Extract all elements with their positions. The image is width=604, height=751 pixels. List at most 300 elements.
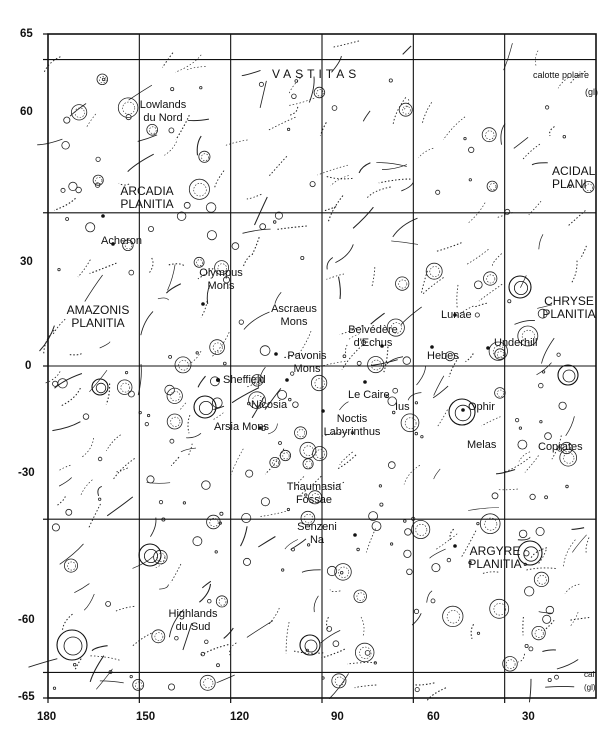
terrain-stroke <box>419 148 434 158</box>
terrain-stroke <box>212 332 229 357</box>
crater <box>563 135 566 138</box>
crater-inner-ring <box>304 446 314 456</box>
terrain-stroke <box>181 448 196 452</box>
crater <box>355 643 374 662</box>
terrain-stroke <box>82 438 93 457</box>
crater <box>52 524 59 531</box>
large-crater-inner-ring <box>144 549 157 562</box>
crater-inner-ring <box>315 379 325 389</box>
lat-label-60: 60 <box>20 106 33 118</box>
terrain-stroke <box>68 354 81 355</box>
crater <box>311 375 326 390</box>
crater-inner-ring <box>272 460 278 466</box>
terrain-stroke <box>78 260 91 277</box>
crater <box>548 678 551 681</box>
crater <box>343 355 346 358</box>
terrain-stroke <box>437 243 462 252</box>
crater <box>145 422 148 425</box>
terrain-stroke <box>586 538 589 553</box>
terrain-stroke <box>565 584 579 594</box>
label-belvedere-line2: d'Echus <box>353 337 393 349</box>
terrain-stroke <box>150 518 156 537</box>
crater-inner-ring <box>447 611 460 624</box>
crater <box>273 221 276 224</box>
crater <box>243 558 250 565</box>
crater <box>557 353 560 356</box>
terrain-stroke <box>401 307 422 325</box>
label-thaumasia-line1: Thaumasia <box>286 481 342 493</box>
terrain-stroke <box>100 342 110 348</box>
crater <box>477 522 479 524</box>
crater <box>129 270 134 275</box>
crater <box>443 606 463 626</box>
label-argyre-planitia <box>455 545 535 571</box>
label-calotte-gl: (gl) <box>585 87 598 97</box>
crater <box>61 188 65 192</box>
crater <box>96 157 100 161</box>
label-acidalia-line2: PLANI <box>552 177 587 191</box>
terrain-stroke <box>243 229 271 233</box>
terrain-stroke <box>231 449 243 475</box>
crater <box>169 355 172 358</box>
terrain-stroke <box>466 354 474 362</box>
crater <box>525 587 534 596</box>
terrain-stroke <box>320 122 326 135</box>
terrain-stroke <box>434 376 444 396</box>
terrain-stroke <box>96 669 112 690</box>
terrain-stroke <box>242 70 261 75</box>
terrain-stroke <box>107 497 133 516</box>
label-argyre-line2: PLANITIA <box>468 557 522 571</box>
crater <box>169 128 174 133</box>
label-lowlands-du-nord <box>128 99 198 125</box>
crater-inner-ring <box>283 453 289 459</box>
crater <box>539 383 544 388</box>
crater <box>495 349 506 360</box>
crater <box>216 596 227 607</box>
terrain-stroke <box>408 393 421 401</box>
label-highlands-du-sud <box>158 608 228 634</box>
crater <box>292 94 297 99</box>
crater <box>64 117 70 123</box>
crater <box>333 641 339 647</box>
site-marker <box>486 346 490 350</box>
terrain-stroke <box>326 176 353 179</box>
crater-inner-ring <box>485 518 497 530</box>
crater <box>106 601 111 606</box>
terrain-stroke <box>70 104 86 117</box>
terrain-stroke <box>100 681 124 683</box>
terrain-stroke <box>90 656 104 682</box>
terrain-stroke <box>437 410 448 428</box>
terrain-stroke <box>128 154 154 171</box>
terrain-stroke <box>321 649 344 658</box>
crater <box>261 498 269 506</box>
terrain-stroke <box>200 645 229 656</box>
terrain-stroke <box>564 540 576 567</box>
site-marker <box>274 352 278 356</box>
crater <box>147 124 158 135</box>
site-marker <box>430 345 434 349</box>
crater <box>199 151 210 162</box>
terrain-stroke <box>371 313 385 324</box>
large-crater <box>57 630 87 660</box>
crater <box>519 427 521 429</box>
crater <box>529 647 533 651</box>
terrain-stroke <box>471 624 473 639</box>
label-sheffield <box>216 374 266 387</box>
label-le-caire: Le Caire <box>348 389 390 401</box>
terrain-stroke <box>52 422 80 431</box>
label-calotte-sud-line2: (gl) <box>584 683 596 692</box>
terrain-stroke <box>58 465 70 471</box>
crater-inner-ring <box>171 391 181 401</box>
crater <box>170 439 174 443</box>
crater <box>555 675 559 679</box>
terrain-stroke <box>276 226 307 230</box>
lon-label-30: 30 <box>522 711 535 723</box>
crater <box>542 371 544 373</box>
terrain-stroke <box>379 179 411 183</box>
label-thaumasia-fossae <box>279 481 349 507</box>
terrain-stroke <box>226 140 248 145</box>
label-ascraeus-line1: Ascraeus <box>271 303 317 315</box>
crater-inner-ring <box>121 383 130 392</box>
label-arcadia-planitia <box>112 185 182 211</box>
crater <box>205 640 209 644</box>
crater <box>260 346 270 356</box>
label-lunae: Lunae <box>441 309 472 321</box>
label-amazonis-line1: AMAZONIS <box>66 303 130 317</box>
crater <box>559 402 566 409</box>
terrain-stroke <box>535 51 538 67</box>
crater <box>130 675 132 677</box>
label-ius: Ius <box>395 401 410 413</box>
crater <box>477 632 479 634</box>
lat-label-minus65: -65 <box>18 691 35 703</box>
crater <box>279 442 282 445</box>
terrain-stroke <box>570 612 578 627</box>
crater <box>495 388 506 399</box>
terrain-stroke <box>355 685 377 688</box>
crater <box>99 498 101 500</box>
lon-label-180: 180 <box>37 711 57 723</box>
crater-inner-ring <box>204 679 213 688</box>
crater <box>183 502 185 504</box>
label-melas: Melas <box>467 439 497 451</box>
terrain-stroke <box>413 683 434 685</box>
terrain-stroke <box>171 564 181 583</box>
crater <box>260 224 266 230</box>
label-senzeni-line1: Senzeni <box>297 521 337 533</box>
terrain-stroke <box>141 311 153 335</box>
terrain-stroke <box>84 594 94 610</box>
terrain-stroke <box>58 496 66 505</box>
terrain-stroke <box>61 388 80 406</box>
crater <box>217 664 220 667</box>
label-highlands-line1: Highlands <box>168 608 218 620</box>
terrain-stroke <box>116 606 135 611</box>
crater <box>474 281 482 289</box>
label-senzeni-na <box>289 521 345 547</box>
terrain-stroke <box>251 237 259 256</box>
crater <box>519 530 527 538</box>
terrain-stroke <box>327 258 333 270</box>
crater-inner-ring <box>564 453 574 463</box>
crater <box>171 88 174 91</box>
terrain-stroke <box>171 457 179 466</box>
terrain-stroke <box>106 435 120 451</box>
terrain-stroke <box>482 572 499 574</box>
terrain-stroke <box>158 298 169 300</box>
terrain-stroke <box>247 621 273 638</box>
terrain-stroke <box>347 662 375 664</box>
crater-inner-ring <box>202 154 209 161</box>
crater <box>148 226 153 231</box>
terrain-stroke <box>149 258 153 273</box>
crater <box>372 522 381 531</box>
terrain-stroke <box>434 469 441 479</box>
terrain-stroke <box>371 360 398 366</box>
large-crater-inner-ring <box>514 281 527 294</box>
crater <box>98 457 102 461</box>
terrain-stroke <box>90 656 120 660</box>
crater-inner-ring <box>494 603 506 615</box>
terrain-stroke <box>63 614 73 630</box>
label-noctis-line2: Labyrinthus <box>323 426 381 438</box>
crater <box>201 652 205 656</box>
terrain-stroke <box>187 66 206 70</box>
crater-inner-ring <box>338 567 348 577</box>
terrain-stroke <box>326 274 344 279</box>
terrain-stroke <box>164 142 176 156</box>
crater <box>184 202 190 208</box>
terrain-stroke <box>259 510 289 516</box>
terrain-stroke <box>372 267 375 287</box>
label-pavonis-mons <box>279 350 335 376</box>
terrain-stroke <box>572 261 578 283</box>
crater <box>340 571 343 574</box>
terrain-stroke <box>331 176 349 186</box>
terrain-stroke <box>138 135 157 142</box>
crater <box>545 106 548 109</box>
terrain-stroke <box>114 459 135 479</box>
crater <box>206 203 216 213</box>
terrain-stroke <box>366 529 375 553</box>
crater <box>518 440 527 449</box>
label-pavonis-line2: Mons <box>293 363 321 375</box>
crater-inner-ring <box>75 108 85 118</box>
terrain-stroke <box>175 55 201 73</box>
crater-inner-ring <box>194 183 207 196</box>
crater <box>436 190 440 194</box>
crater <box>133 679 144 690</box>
crater <box>232 243 239 250</box>
label-acidalia-line1: ACIDAL <box>552 164 596 178</box>
crater <box>508 300 511 303</box>
lat-label-30: 30 <box>20 256 33 268</box>
terrain-stroke <box>523 144 540 159</box>
terrain-stroke <box>498 489 518 490</box>
terrain-stroke <box>180 403 186 411</box>
label-chryse-line1: CHRYSE <box>544 294 594 308</box>
large-crater-inner-ring <box>96 383 106 393</box>
crater <box>208 599 212 603</box>
terrain-stroke <box>198 376 205 387</box>
crater <box>147 476 154 483</box>
terrain-stroke <box>542 338 555 364</box>
crater-inner-ring <box>335 677 344 686</box>
crater <box>415 402 417 404</box>
terrain-stroke <box>74 584 89 593</box>
terrain-stroke <box>542 650 556 652</box>
crater <box>414 609 418 613</box>
crater <box>525 644 528 647</box>
terrain-stroke <box>159 585 168 590</box>
terrain-stroke <box>85 275 103 302</box>
terrain-stroke <box>519 452 530 462</box>
crater <box>301 256 304 259</box>
terrain-stroke <box>468 508 499 511</box>
site-marker <box>363 380 367 384</box>
label-ascraeus-line2: Mons <box>280 316 308 328</box>
terrain-stroke <box>422 102 432 124</box>
crater-inner-ring <box>487 275 495 283</box>
crater <box>53 687 55 689</box>
terrain-stroke <box>466 249 488 264</box>
crater-inner-ring <box>490 183 496 189</box>
crater <box>289 398 292 401</box>
crater-inner-ring <box>357 593 365 601</box>
terrain-stroke <box>580 246 586 259</box>
terrain-stroke <box>129 85 152 100</box>
crater <box>464 137 466 139</box>
crater <box>390 543 392 545</box>
crater-inner-ring <box>171 417 180 426</box>
terrain-stroke <box>417 366 426 386</box>
terrain-stroke <box>269 156 287 176</box>
crater <box>490 599 509 618</box>
terrain-stroke <box>515 320 535 324</box>
terrain-stroke <box>401 183 413 191</box>
terrain-stroke <box>255 197 268 225</box>
terrain-stroke <box>302 570 321 573</box>
label-arsia-mons: Arsia Mons <box>214 421 270 433</box>
crater <box>200 87 202 89</box>
crater <box>223 362 226 365</box>
crater <box>515 418 518 421</box>
crater-inner-ring <box>535 629 543 637</box>
terrain-stroke <box>330 590 340 592</box>
terrain-stroke <box>391 241 418 245</box>
terrain-stroke <box>532 163 548 165</box>
label-argyre-line1: ARGYRE <box>469 544 521 558</box>
large-crater-inner-ring <box>64 637 82 655</box>
crater-inner-ring <box>219 598 226 605</box>
label-ascraeus-mons <box>264 303 324 329</box>
crater <box>388 462 395 469</box>
terrain-stroke <box>492 254 501 266</box>
terrain-stroke <box>404 465 420 484</box>
label-nicosia: Nicosia <box>251 399 288 411</box>
terrain-stroke <box>98 486 102 496</box>
large-crater-inner-ring <box>305 640 317 652</box>
crater <box>421 436 423 438</box>
crater <box>147 414 149 416</box>
lon-label-60: 60 <box>427 711 440 723</box>
crater-inner-ring <box>149 127 156 134</box>
crater <box>207 231 216 240</box>
crater <box>259 82 263 86</box>
label-arcadia-line1: ARCADIA <box>120 184 174 198</box>
terrain-stroke <box>289 98 315 105</box>
crater <box>415 688 419 692</box>
terrain-stroke <box>29 659 58 668</box>
terrain-stroke <box>481 417 500 426</box>
terrain-stroke <box>86 114 96 128</box>
crater <box>196 352 198 354</box>
terrain-stroke <box>340 452 353 465</box>
crater-inner-ring <box>402 106 410 114</box>
terrain-stroke <box>572 528 585 530</box>
crater <box>310 182 315 187</box>
crater <box>66 509 72 515</box>
site-marker <box>201 302 205 306</box>
label-amazonis-planitia <box>58 304 138 330</box>
crater <box>492 493 498 499</box>
crater <box>536 527 544 535</box>
label-noctis-line1: Noctis <box>336 413 368 425</box>
crater-inner-ring <box>316 450 325 459</box>
terrain-stroke <box>450 529 454 541</box>
crater <box>545 433 552 440</box>
terrain-stroke <box>243 256 250 268</box>
crater <box>83 414 89 420</box>
terrain-stroke <box>268 424 277 434</box>
crater-inner-ring <box>506 660 515 669</box>
terrain-stroke <box>504 457 531 473</box>
terrain-stroke <box>40 326 55 351</box>
crater <box>469 179 471 181</box>
crater <box>293 402 299 408</box>
crater <box>475 313 479 317</box>
label-sheffield-text: Sheffield <box>223 374 266 386</box>
label-calotte-sud-line1: cal <box>584 670 595 679</box>
crater <box>505 209 510 214</box>
crater <box>415 432 418 435</box>
crater-inner-ring <box>538 575 547 584</box>
crater-inner-ring <box>197 260 203 266</box>
terrain-stroke <box>323 207 336 212</box>
terrain-stroke <box>314 596 318 612</box>
crater-inner-ring <box>68 562 76 570</box>
crater <box>380 503 383 506</box>
terrain-stroke <box>339 402 348 410</box>
crater-inner-ring <box>179 360 189 370</box>
label-belvedere-echus <box>338 324 408 350</box>
label-pavonis-line1: Pavonis <box>287 350 327 362</box>
terrain-stroke <box>80 480 92 497</box>
terrain-stroke <box>545 686 574 687</box>
terrain-stroke <box>168 265 176 291</box>
crater <box>314 87 325 98</box>
crater <box>62 142 70 150</box>
crater <box>357 361 361 365</box>
terrain-stroke <box>247 194 262 199</box>
terrain-stroke <box>54 198 75 210</box>
crater <box>566 485 569 488</box>
label-vastitas: VASTITAS <box>272 67 361 81</box>
